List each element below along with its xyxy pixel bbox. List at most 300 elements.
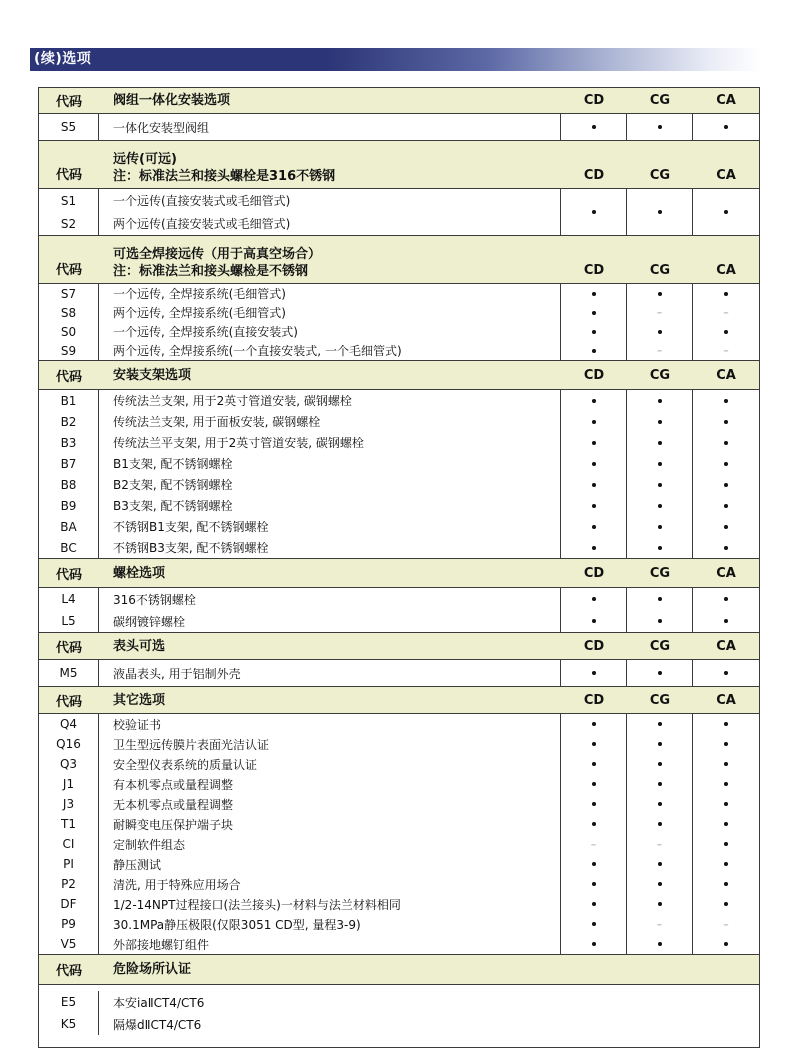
available-dot xyxy=(592,125,596,129)
mark-cell xyxy=(693,854,759,874)
mark-column xyxy=(693,714,759,954)
mark-cell xyxy=(627,588,692,610)
mark-column xyxy=(561,714,627,954)
available-dot xyxy=(592,441,596,445)
mark-column xyxy=(693,390,759,558)
section-title-wrap xyxy=(99,638,561,655)
option-code: S5 xyxy=(60,120,77,134)
not-available-dash: – xyxy=(723,917,729,931)
column-header-ca: CA xyxy=(716,168,736,183)
available-dot xyxy=(724,782,728,786)
column-header-cg: CG xyxy=(649,93,671,108)
code-column xyxy=(39,189,99,235)
section-title: 可选全焊接远传（用于高真空场合） xyxy=(113,247,322,262)
column-header-cd: CD xyxy=(583,692,605,708)
mark-cell xyxy=(627,303,692,322)
mark-column xyxy=(693,660,759,686)
section-body xyxy=(39,985,759,1047)
code-column xyxy=(39,284,99,360)
option-code: K5 xyxy=(60,1017,77,1031)
column-header-cd: CD xyxy=(583,168,605,183)
mark-cell xyxy=(627,874,692,894)
option-code: T1 xyxy=(61,817,76,831)
mark-cell xyxy=(627,714,692,734)
available-dot xyxy=(658,862,662,866)
desc-column xyxy=(99,660,561,686)
available-dot xyxy=(724,462,728,466)
mark-column xyxy=(561,390,627,558)
mark-cell xyxy=(627,114,692,140)
option-code: S8 xyxy=(60,305,77,320)
mark-cell xyxy=(561,516,626,537)
desc-column xyxy=(99,588,561,632)
option-desc: 两个远传(直接安装式或毛细管式) xyxy=(113,217,291,231)
available-dot xyxy=(724,862,728,866)
option-code: Q4 xyxy=(59,717,78,731)
section-title: 阀组一体化安装选项 xyxy=(113,93,231,108)
section-title-wrap xyxy=(99,246,561,283)
section-header xyxy=(39,559,759,588)
mark-cell xyxy=(561,341,626,360)
mark-cell xyxy=(561,894,626,914)
column-header-code: 代码 xyxy=(55,95,82,110)
mark-cell xyxy=(561,284,626,303)
column-header-ca: CA xyxy=(716,565,736,581)
mark-cell xyxy=(627,854,692,874)
section-header xyxy=(39,687,759,714)
mark-cell xyxy=(561,474,626,495)
available-dot xyxy=(658,483,662,487)
mark-cell xyxy=(693,322,759,341)
option-code: S7 xyxy=(60,286,77,301)
available-dot xyxy=(724,546,728,550)
available-dot xyxy=(724,483,728,487)
section-title: 危险场所认证 xyxy=(113,962,192,977)
option-desc: 一体化安装型阀组 xyxy=(113,120,210,135)
mark-cell xyxy=(693,453,759,474)
not-available-dash: – xyxy=(723,306,729,319)
mark-cell xyxy=(627,754,692,774)
option-desc: 清洗, 用于特殊应用场合 xyxy=(113,877,241,892)
mark-cell xyxy=(627,322,692,341)
available-dot xyxy=(658,597,662,601)
mark-cell xyxy=(561,114,626,140)
available-dot xyxy=(658,546,662,550)
available-dot xyxy=(592,349,596,353)
section-title-wrap xyxy=(99,92,561,109)
option-desc: 无本机零点或量程调整 xyxy=(113,797,234,812)
option-desc: B1支架, 配不锈钢螺栓 xyxy=(113,457,233,471)
section-body xyxy=(39,114,759,141)
column-header-code: 代码 xyxy=(55,369,82,385)
available-dot xyxy=(658,125,662,129)
option-code: PI xyxy=(63,857,74,871)
option-desc: 不锈钢B1支架, 配不锈钢螺栓 xyxy=(113,520,269,534)
column-header-code: 代码 xyxy=(55,168,82,183)
mark-cell xyxy=(693,474,759,495)
not-available-dash: – xyxy=(656,344,663,357)
mark-cell xyxy=(561,453,626,474)
available-dot xyxy=(658,292,662,296)
option-code: B9 xyxy=(60,498,77,513)
option-desc: 耐瞬变电压保护端子块 xyxy=(113,817,234,832)
code-column xyxy=(39,660,99,686)
section-header xyxy=(39,88,759,114)
mark-cell xyxy=(561,303,626,322)
available-dot xyxy=(724,330,728,334)
mark-cell xyxy=(627,537,692,558)
column-header-cg: CG xyxy=(649,263,671,278)
available-dot xyxy=(724,882,728,886)
available-dot xyxy=(724,742,728,746)
option-desc: 传统法兰支架, 用于面板安装, 碳钢螺栓 xyxy=(113,415,321,429)
available-dot xyxy=(592,292,596,296)
code-column xyxy=(39,114,99,140)
option-code: B2 xyxy=(60,414,77,429)
option-desc: 本安iaⅡCT4/CT6 xyxy=(113,995,205,1010)
mark-cell xyxy=(693,660,759,686)
mark-cell xyxy=(561,610,626,632)
mark-cell xyxy=(627,774,692,794)
option-desc: 液晶表头, 用于铝制外壳 xyxy=(113,666,241,681)
mark-column xyxy=(561,114,627,140)
available-dot xyxy=(724,210,728,214)
available-dot xyxy=(724,525,728,529)
available-dot xyxy=(592,671,596,675)
section-title-wrap xyxy=(99,367,561,384)
option-code: M5 xyxy=(59,666,78,680)
mark-column xyxy=(561,588,627,632)
option-code: B8 xyxy=(60,477,77,492)
mark-column xyxy=(561,660,627,686)
available-dot xyxy=(592,802,596,806)
available-dot xyxy=(658,619,662,623)
option-desc: B3支架, 配不锈钢螺栓 xyxy=(113,499,233,513)
mark-cell xyxy=(693,914,759,934)
available-dot xyxy=(658,441,662,445)
option-desc: 1/2-14NPT过程接口(法兰接头)一材料与法兰材料相同 xyxy=(113,897,401,912)
mark-cell xyxy=(627,794,692,814)
available-dot xyxy=(592,210,596,214)
section-header xyxy=(39,955,759,985)
option-desc: 传统法兰支架, 用于2英寸管道安装, 碳钢螺栓 xyxy=(113,394,352,408)
mark-cell xyxy=(693,794,759,814)
option-code: BC xyxy=(60,540,77,555)
mark-cell xyxy=(693,774,759,794)
available-dot xyxy=(592,462,596,466)
mark-cell xyxy=(627,390,692,411)
mark-cell xyxy=(561,432,626,453)
option-desc: 碳纲镀锌螺栓 xyxy=(113,614,186,629)
available-dot xyxy=(724,292,728,296)
mark-cell xyxy=(561,914,626,934)
available-dot xyxy=(592,504,596,508)
option-code: S9 xyxy=(60,343,77,358)
mark-cell xyxy=(561,322,626,341)
available-dot xyxy=(724,597,728,601)
available-dot xyxy=(724,802,728,806)
code-column xyxy=(39,390,99,558)
section-title: 远传(可远) xyxy=(113,152,177,167)
mark-cell xyxy=(693,834,759,854)
mark-cell xyxy=(627,284,692,303)
column-header-ca: CA xyxy=(716,638,736,654)
section-title-wrap xyxy=(99,151,561,188)
mark-cell xyxy=(561,834,626,854)
available-dot xyxy=(658,525,662,529)
column-header-cd: CD xyxy=(583,565,605,581)
mark-cell xyxy=(693,537,759,558)
available-dot xyxy=(724,762,728,766)
option-desc: 静压测试 xyxy=(113,857,162,872)
available-dot xyxy=(724,504,728,508)
mark-cell xyxy=(561,854,626,874)
column-header-ca: CA xyxy=(716,692,736,708)
available-dot xyxy=(658,504,662,508)
not-available-dash: – xyxy=(656,306,663,319)
option-code: L4 xyxy=(61,592,76,606)
not-available-dash: – xyxy=(656,837,663,851)
option-desc: 30.1MPa静压极限(仅限3051 CD型, 量程3-9) xyxy=(113,917,361,932)
column-header-ca: CA xyxy=(716,367,736,383)
mark-cell xyxy=(561,390,626,411)
desc-column xyxy=(99,189,561,235)
mark-cell xyxy=(693,303,759,322)
section-body xyxy=(39,189,759,236)
option-desc: 校验证书 xyxy=(113,717,162,732)
mark-column xyxy=(561,284,627,360)
available-dot xyxy=(658,671,662,675)
option-code: P9 xyxy=(61,917,76,931)
column-header-code: 代码 xyxy=(55,640,82,656)
available-dot xyxy=(724,399,728,403)
section-title-wrap xyxy=(99,565,561,582)
option-desc: B2支架, 配不锈钢螺栓 xyxy=(113,478,233,492)
mark-column xyxy=(693,284,759,360)
mark-cell xyxy=(693,341,759,360)
mark-cell xyxy=(693,754,759,774)
mark-cell xyxy=(627,474,692,495)
mark-cell xyxy=(561,537,626,558)
available-dot xyxy=(592,782,596,786)
available-dot xyxy=(724,842,728,846)
mark-cell xyxy=(693,495,759,516)
available-dot xyxy=(658,722,662,726)
option-code: BA xyxy=(60,519,77,534)
available-dot xyxy=(592,862,596,866)
option-code: S2 xyxy=(60,216,77,231)
option-desc: 不锈钢B3支架, 配不锈钢螺栓 xyxy=(113,541,269,555)
options-table xyxy=(38,87,760,1048)
desc-column xyxy=(99,714,561,954)
mark-cell xyxy=(627,934,692,954)
option-code: L5 xyxy=(61,614,76,628)
mark-cell xyxy=(693,588,759,610)
mark-cell xyxy=(693,411,759,432)
section-title: 螺栓选项 xyxy=(113,565,166,581)
section-header xyxy=(39,361,759,390)
section-body xyxy=(39,714,759,955)
available-dot xyxy=(658,762,662,766)
mark-cell xyxy=(627,341,692,360)
desc-column xyxy=(99,114,561,140)
section-title: 表头可选 xyxy=(113,638,166,654)
mark-cell xyxy=(693,432,759,453)
mark-cell xyxy=(693,114,759,140)
column-header-cg: CG xyxy=(649,367,671,383)
column-header-code: 代码 xyxy=(55,567,82,583)
mark-cell xyxy=(627,495,692,516)
option-desc: 一个远传(直接安装式或毛细管式) xyxy=(113,194,291,208)
mark-cell xyxy=(627,411,692,432)
column-header-cg: CG xyxy=(649,168,671,183)
option-desc: 两个远传, 全焊接系统(一个直接安装式, 一个毛细管式) xyxy=(113,344,402,358)
mark-cell xyxy=(627,734,692,754)
section-title-wrap xyxy=(99,961,759,978)
available-dot xyxy=(592,597,596,601)
mark-cell xyxy=(561,411,626,432)
section-note: 注：标准法兰和接头螺检是不锈钢 xyxy=(113,264,309,279)
section-banner xyxy=(30,48,768,71)
available-dot xyxy=(592,902,596,906)
option-desc: 隔爆dⅡCT4/CT6 xyxy=(113,1017,202,1032)
section-body xyxy=(39,588,759,633)
mark-cell xyxy=(627,834,692,854)
option-desc: 一个远传, 全焊接系统(毛细管式) xyxy=(113,287,286,301)
mark-cell xyxy=(561,754,626,774)
option-desc: 定制软件组态 xyxy=(113,837,186,852)
mark-column xyxy=(627,390,693,558)
mark-column xyxy=(693,588,759,632)
section-title-wrap xyxy=(99,692,561,709)
mark-cell xyxy=(561,588,626,610)
option-code: S0 xyxy=(60,324,77,339)
option-code: S1 xyxy=(60,193,77,208)
option-desc: 有本机零点或量程调整 xyxy=(113,777,234,792)
mark-cell xyxy=(627,432,692,453)
available-dot xyxy=(658,742,662,746)
section-note: 注：标准法兰和接头螺栓是316不锈钢 xyxy=(113,169,336,184)
mark-cell xyxy=(561,734,626,754)
page-title: (续)选项 xyxy=(34,51,92,67)
available-dot xyxy=(592,822,596,826)
mark-column xyxy=(627,284,693,360)
mark-column xyxy=(627,114,693,140)
option-code: B3 xyxy=(60,435,77,450)
mark-cell xyxy=(561,934,626,954)
option-code: B1 xyxy=(60,393,77,408)
mark-column xyxy=(627,660,693,686)
column-header-cg: CG xyxy=(649,638,671,654)
column-header-cg: CG xyxy=(649,565,671,581)
option-code: Q16 xyxy=(56,737,81,751)
available-dot xyxy=(592,420,596,424)
section-title: 其它选项 xyxy=(113,692,166,708)
section-header xyxy=(39,236,759,284)
mark-cell xyxy=(693,894,759,914)
mark-cell xyxy=(561,814,626,834)
mark-cell xyxy=(627,894,692,914)
mark-cell xyxy=(693,714,759,734)
code-column xyxy=(39,714,99,954)
desc-column xyxy=(99,284,561,360)
mark-cell xyxy=(561,874,626,894)
mark-cell xyxy=(693,874,759,894)
available-dot xyxy=(658,420,662,424)
mark-cell xyxy=(693,284,759,303)
mark-cell xyxy=(561,660,626,686)
mark-cell xyxy=(693,390,759,411)
column-header-code: 代码 xyxy=(55,694,82,710)
option-code: Q3 xyxy=(59,757,78,771)
available-dot xyxy=(592,311,596,315)
available-dot xyxy=(724,902,728,906)
option-code: DF xyxy=(60,897,77,911)
available-dot xyxy=(592,546,596,550)
available-dot xyxy=(724,420,728,424)
available-dot xyxy=(592,722,596,726)
option-desc: 安全型仪表系统的质量认证 xyxy=(113,757,258,772)
column-header-code: 代码 xyxy=(55,964,82,979)
available-dot xyxy=(724,722,728,726)
section-body xyxy=(39,660,759,687)
mark-cell xyxy=(627,516,692,537)
mark-cell xyxy=(627,660,692,686)
available-dot xyxy=(592,882,596,886)
available-dot xyxy=(658,802,662,806)
code-column xyxy=(39,991,99,1035)
option-code: E5 xyxy=(60,995,77,1009)
option-code: P2 xyxy=(61,877,76,891)
option-code: J1 xyxy=(62,777,75,791)
code-column xyxy=(39,588,99,632)
section-title: 安装支架选项 xyxy=(113,367,192,383)
option-desc: 316不锈钢螺栓 xyxy=(113,592,196,607)
available-dot xyxy=(658,822,662,826)
available-dot xyxy=(658,942,662,946)
section-body xyxy=(39,390,759,559)
desc-column xyxy=(99,991,759,1035)
available-dot xyxy=(724,619,728,623)
available-dot xyxy=(592,762,596,766)
option-desc: 一个远传, 全焊接系统(直接安装式) xyxy=(113,325,298,339)
available-dot xyxy=(658,210,662,214)
available-dot xyxy=(658,399,662,403)
mark-cell xyxy=(627,453,692,474)
option-desc: 传统法兰平支架, 用于2英寸管道安装, 碳钢螺栓 xyxy=(113,436,364,450)
available-dot xyxy=(724,822,728,826)
section-body xyxy=(39,284,759,361)
option-desc: 两个远传, 全焊接系统(毛细管式) xyxy=(113,306,286,320)
available-dot xyxy=(658,782,662,786)
mark-column xyxy=(561,189,627,235)
mark-cell xyxy=(561,714,626,734)
column-header-cd: CD xyxy=(583,638,605,654)
option-desc: 外部接地螺钉组件 xyxy=(113,937,210,952)
mark-column xyxy=(627,714,693,954)
column-header-code: 代码 xyxy=(55,263,82,278)
not-available-dash: – xyxy=(723,344,729,357)
not-available-dash: – xyxy=(590,837,597,851)
mark-column xyxy=(693,189,759,235)
not-available-dash: – xyxy=(656,917,663,931)
mark-cell xyxy=(561,794,626,814)
available-dot xyxy=(592,942,596,946)
available-dot xyxy=(658,330,662,334)
column-header-cd: CD xyxy=(583,367,605,383)
mark-cell xyxy=(561,774,626,794)
option-desc: 卫生型远传膜片表面光洁认证 xyxy=(113,737,270,752)
